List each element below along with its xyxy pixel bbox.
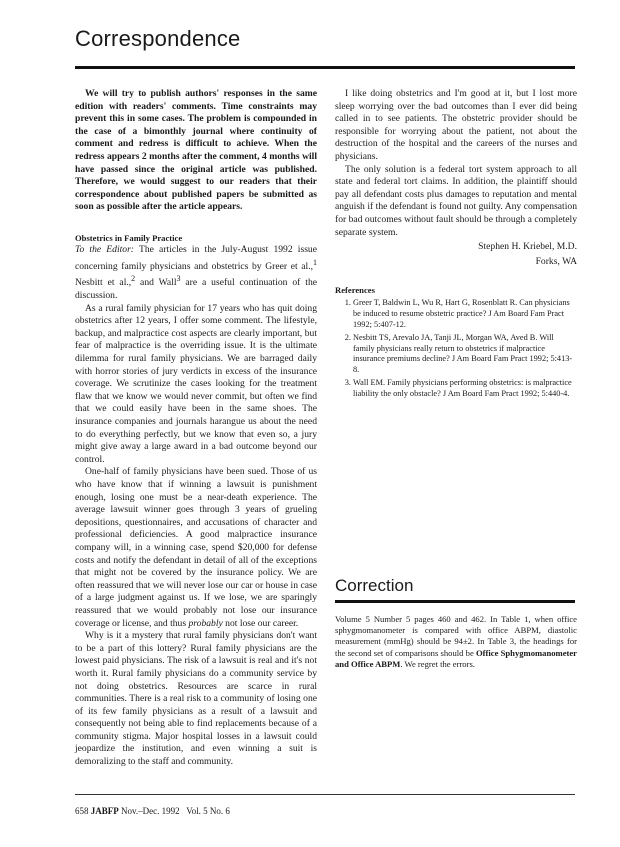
text-run: Volume 5 Number 5 pages 460 and 462. In Table 1, when office sphygmomanometer is compared with office ABPM, diastolic measurement (mmHg) should be 94±2. In Table 3, the headings for the second set of comparisons should be (335, 614, 577, 658)
reference-item: 3. Wall EM. Family physicians performing obstetrics: is malpractice liability the only obstacle? J Am Board Fam Pract 1992; 5:440-4. (353, 378, 577, 400)
page-title: Correspondence (75, 26, 241, 51)
letter-title: Obstetrics in Family Practice (75, 232, 183, 243)
text-run: The articles in the July-August 1992 issue concerning family physicians and obstetrics by Greer et al., (75, 243, 317, 272)
text-run: One-half of family physicians have been sued. Those of us who have know that if winning a lawsuit is punishment enough, losing one must be a near-death experience. The average lawsuit winner goes through 3 years of grueling depositions, questionnaires, and accusations of character and professional deficiencies. A good malpractice insurance company will, in a winning case, spend $20,000 for defense costs and notify the defendant in detail of all of the exceptions that might not be covered by the insurance policy. We are often reassured that we will never lose our car or house in case of a large judgment against us. If we lose, we are sparingly reassured that we would probably not lose our insurance coverage or license, and thus (75, 466, 317, 629)
left-column (75, 88, 317, 769)
text-run: . We regret the errors. (400, 658, 475, 669)
citation-1: 1 (313, 257, 317, 267)
citation-2: 2 (131, 274, 136, 284)
author-name: Stephen H. Kriebel, M.D. (478, 241, 577, 253)
right-column (335, 88, 577, 401)
editorial-notice: We will try to publish authors' responses in the same edition with readers' comments. Time constraints may prevent this in some cases. The problem is compounded in the case of a bimonthly journal where continuity of comment and redress is difficult to achieve. When the redress appears 2 months after the comment, 4 months will have passed since the original article was published. Therefore, we would suggest to our readers that their correspondence about published papers be submitted as soon as possible after the article appears. (75, 88, 317, 213)
correction-title: Correction (335, 576, 414, 595)
issue-info: Nov.–Dec. 1992 Vol. 5 No. 6 (121, 806, 230, 816)
emphasis: probably (188, 617, 223, 629)
text-run: and Wall (135, 277, 177, 289)
reference-item: 1. Greer T, Baldwin L, Wu R, Hart G, Rosenblatt R. Can physicians be induced to resume obstetric practice? J Am Board Fam Pract 1992; 5:407-12. (353, 298, 577, 330)
letter-paragraph-5: I like doing obstetrics and I'm good at it, but I lost more sleep worrying over the bad outcomes than I ever did being called in to see patients. The obstetric provider should be responsible for worrying about the patient, not about the destruction of the hospital and the careers of the nurses and physicians. (335, 88, 577, 162)
correction-bold: Office Sphygmomanometer and Office ABPM (335, 647, 577, 669)
references-title: References (335, 285, 375, 296)
journal-abbrev: JABFP (90, 806, 119, 816)
reference-list (335, 298, 577, 399)
letter-paragraph-6: The only solution is a federal tort system approach to all state and federal tort claims. In addition, the plaintiff should pay all defendant costs plus damages to reputation and mental anguish if the defendant is found not guilty. Any compensation for bad outcomes without fault should be through a completely separate system. (335, 163, 577, 238)
heading-rule (75, 66, 575, 69)
page-footer (75, 806, 230, 817)
letter-paragraph-3 (75, 466, 317, 630)
reference-item: 2. Nesbitt TS, Arevalo JA, Tanji JL, Morgan WA, Aved B. Will family physicians really return to obstetrics if malpractice insurance premiums decline? J Am Board Fam Pract 1992; 5:413-8. (353, 333, 577, 376)
text-run: not lose our career. (222, 617, 299, 629)
citation-3: 3 (176, 274, 181, 284)
salutation: To the Editor: (75, 243, 134, 255)
correction-rule (335, 600, 575, 603)
author-location: Forks, WA (535, 255, 577, 267)
letter-paragraph-4: Why is it a mystery that rural family physicians don't want to be a part of this lottery? Rural family physicians are the lowest paid physicians. The risk of a lawsuit is real and it's not worth it. Rural family physicians do a community service by not doing obstetrics. Resources are scarce in rural communities. There is a real risk to a community of losing one of its few family physicians as a result of a lawsuit and consequently not being able to find replacements because of a community stigma. Major hospital losses in a lawsuit could jeopardize the institution, and even winning a suit is demoralizing to the staff and community. (75, 630, 317, 768)
page-number: 658 (75, 806, 89, 816)
correction-text (335, 614, 577, 670)
letter-paragraph-2: As a rural family physician for 17 years who has quit doing obstetrics after 12 years, I offer some comment. The lifestyle, backup, and malpractice cost aspects are clearly important, but fear of malpractice is the overriding issue. It is the ultimate dilemma for rural family physicians. We are barraged daily with horror stories of jury verdicts in excess of the insurance coverage. We scrutinize the cases looking for the treatment flaw that we know we would never commit, but often we find that we could easily have been in the same shoes. The insurance companies and journals harangue us about the need to do everything perfectly, but we know that even so, a jury might give away a large award in a bad outcome beyond our control. (75, 302, 317, 465)
text-run: Nesbitt et al., (75, 277, 132, 289)
text-run: are a useful continuation of the discussion. (75, 277, 317, 302)
letter-paragraph-1 (75, 244, 317, 303)
footer-rule (75, 794, 575, 795)
